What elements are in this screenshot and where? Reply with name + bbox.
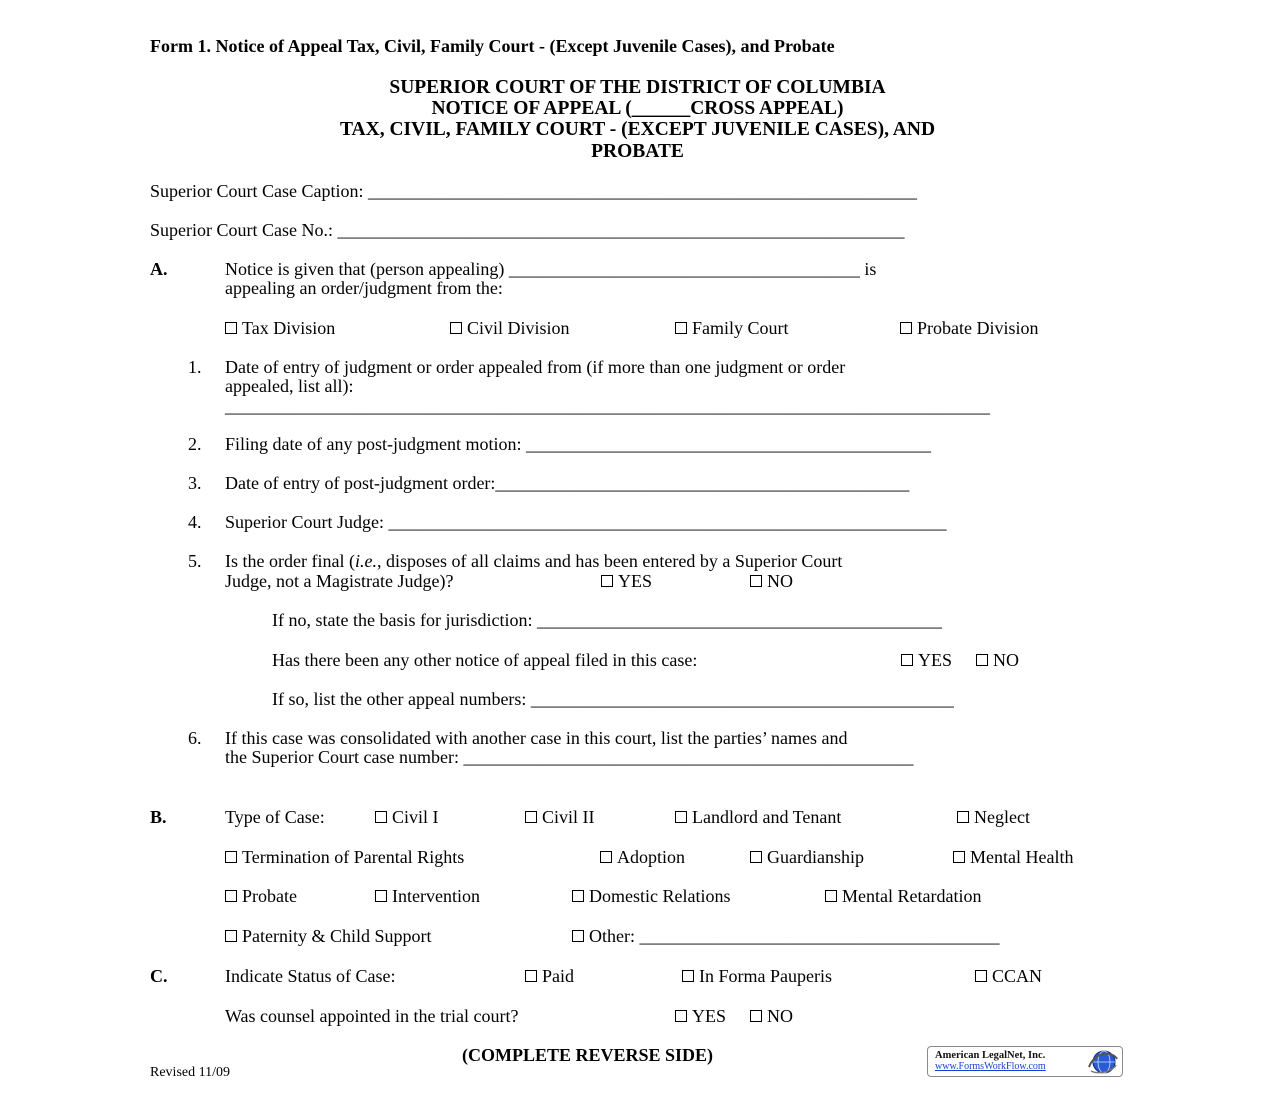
complete-reverse-side: (COMPLETE REVERSE SIDE) xyxy=(462,1045,714,1065)
checkbox-icon xyxy=(525,970,537,982)
american-legalnet-logo[interactable] xyxy=(927,1046,1123,1077)
item-4-number: 4. xyxy=(188,512,202,532)
item-1-number: 1. xyxy=(188,357,202,377)
checkbox-icon xyxy=(957,811,969,823)
checkbox-icon xyxy=(525,811,537,823)
judgment-date-field[interactable]: _____________________________________________________________________________________ xyxy=(225,396,990,416)
post-judgment-order-field[interactable]: Date of entry of post-judgment order:______________________________________________ xyxy=(225,473,910,493)
revised-date: Revised 11/09 xyxy=(150,1065,230,1080)
other-appeal-numbers-field[interactable]: If so, list the other appeal numbers: _______________________________________________ xyxy=(272,689,954,709)
section-a-letter: A. xyxy=(150,259,168,279)
checkbox-termination-parental-rights[interactable]: Termination of Parental Rights xyxy=(225,847,464,868)
appealing-from-text: appealing an order/judgment from the: xyxy=(225,278,503,298)
checkbox-probate-division[interactable]: Probate Division xyxy=(900,318,1039,339)
jurisdiction-basis-field[interactable]: If no, state the basis for jurisdiction: _____________________________________________ xyxy=(272,610,942,630)
checkbox-icon xyxy=(975,970,987,982)
checkbox-paternity-child-support[interactable]: Paternity & Child Support xyxy=(225,926,432,947)
checkbox-icon xyxy=(225,322,237,334)
section-c-letter: C. xyxy=(150,966,168,986)
checkbox-icon xyxy=(375,890,387,902)
checkbox-probate[interactable]: Probate xyxy=(225,886,297,907)
checkbox-icon xyxy=(675,1010,687,1022)
judge-field[interactable]: Superior Court Judge: ______________________________________________________________ xyxy=(225,512,947,532)
case-types-title: TAX, CIVIL, FAMILY COURT - (EXCEPT JUVENILE CASES), AND xyxy=(339,119,936,140)
checkbox-icon xyxy=(953,851,965,863)
item-1-text: Date of entry of judgment or order appealed from (if more than one judgment or order xyxy=(225,357,846,377)
checkbox-ccan[interactable]: CCAN xyxy=(975,966,1042,987)
checkbox-icon xyxy=(825,890,837,902)
checkbox-intervention[interactable]: Intervention xyxy=(375,886,480,907)
checkbox-icon xyxy=(901,654,913,666)
checkbox-domestic-relations[interactable]: Domestic Relations xyxy=(572,886,730,907)
type-of-case-label: Type of Case: xyxy=(225,807,325,827)
post-judgment-motion-field[interactable]: Filing date of any post-judgment motion: _____________________________________________ xyxy=(225,434,931,454)
checkbox-icon xyxy=(750,851,762,863)
checkbox-mental-health[interactable]: Mental Health xyxy=(953,847,1073,868)
order-final-question-cont: Judge, not a Magistrate Judge)? xyxy=(225,571,454,591)
final-no-checkbox[interactable]: NO xyxy=(750,571,793,592)
court-title: SUPERIOR COURT OF THE DISTRICT OF COLUMBIA xyxy=(389,77,886,98)
counsel-appointed-question: Was counsel appointed in the trial court? xyxy=(225,1006,519,1026)
checkbox-icon xyxy=(900,322,912,334)
person-appealing-field[interactable]: Notice is given that (person appealing) _______________________________________ is xyxy=(225,259,877,279)
counsel-no-checkbox[interactable]: NO xyxy=(750,1006,793,1027)
form-title: Form 1. Notice of Appeal Tax, Civil, Family Court - (Except Juvenile Cases), and Probate xyxy=(150,36,835,56)
checkbox-tax-division[interactable]: Tax Division xyxy=(225,318,335,339)
case-caption-field[interactable]: Superior Court Case Caption: _____________________________________________________________ xyxy=(150,181,917,201)
counsel-yes-checkbox[interactable]: YES xyxy=(675,1006,726,1027)
other-notice-yes-checkbox[interactable]: YES xyxy=(901,650,952,671)
item-5-number: 5. xyxy=(188,551,202,571)
item-3-number: 3. xyxy=(188,473,202,493)
checkbox-icon xyxy=(572,890,584,902)
checkbox-family-court[interactable]: Family Court xyxy=(675,318,789,339)
checkbox-landlord-tenant[interactable]: Landlord and Tenant xyxy=(675,807,841,828)
order-final-question: Is the order final (i.e., disposes of all claims and has been entered by a Superior Court xyxy=(225,551,843,571)
status-of-case-label: Indicate Status of Case: xyxy=(225,966,396,986)
checkbox-civil-division[interactable]: Civil Division xyxy=(450,318,570,339)
checkbox-icon xyxy=(682,970,694,982)
checkbox-guardianship[interactable]: Guardianship xyxy=(750,847,864,868)
checkbox-civil-ii[interactable]: Civil II xyxy=(525,807,595,828)
globe-icon xyxy=(1085,1049,1119,1075)
checkbox-icon xyxy=(225,930,237,942)
item-6-number: 6. xyxy=(188,728,202,748)
checkbox-icon xyxy=(600,851,612,863)
item-1-text-cont: appealed, list all): xyxy=(225,376,354,396)
checkbox-icon xyxy=(225,890,237,902)
case-number-field[interactable]: Superior Court Case No.: _______________________________________________________________ xyxy=(150,220,905,240)
checkbox-icon xyxy=(572,930,584,942)
logo-website-link[interactable]: www.FormsWorkFlow.com xyxy=(935,1061,1046,1072)
checkbox-paid[interactable]: Paid xyxy=(525,966,574,987)
checkbox-icon xyxy=(675,811,687,823)
other-notice-question: Has there been any other notice of appeal filed in this case: xyxy=(272,650,698,670)
final-yes-checkbox[interactable]: YES xyxy=(601,571,652,592)
section-b-letter: B. xyxy=(150,807,167,827)
checkbox-icon xyxy=(976,654,988,666)
checkbox-icon xyxy=(225,851,237,863)
checkbox-neglect[interactable]: Neglect xyxy=(957,807,1030,828)
consolidated-case-text: If this case was consolidated with another case in this court, list the parties’ names and xyxy=(225,728,848,748)
consolidated-case-field[interactable]: the Superior Court case number: __________________________________________________ xyxy=(225,747,914,767)
logo-company-name: American LegalNet, Inc. xyxy=(935,1050,1046,1061)
checkbox-civil-i[interactable]: Civil I xyxy=(375,807,439,828)
checkbox-icon xyxy=(601,575,613,587)
checkbox-other[interactable]: Other: ________________________________________ xyxy=(572,926,999,947)
checkbox-in-forma-pauperis[interactable]: In Forma Pauperis xyxy=(682,966,832,987)
checkbox-icon xyxy=(450,322,462,334)
checkbox-adoption[interactable]: Adoption xyxy=(600,847,685,868)
checkbox-icon xyxy=(375,811,387,823)
checkbox-icon xyxy=(675,322,687,334)
checkbox-icon xyxy=(750,575,762,587)
checkbox-icon xyxy=(750,1010,762,1022)
notice-title: NOTICE OF APPEAL (______CROSS APPEAL) xyxy=(431,98,844,119)
item-2-number: 2. xyxy=(188,434,202,454)
probate-title: PROBATE xyxy=(591,141,684,162)
other-notice-no-checkbox[interactable]: NO xyxy=(976,650,1019,671)
checkbox-mental-retardation[interactable]: Mental Retardation xyxy=(825,886,981,907)
